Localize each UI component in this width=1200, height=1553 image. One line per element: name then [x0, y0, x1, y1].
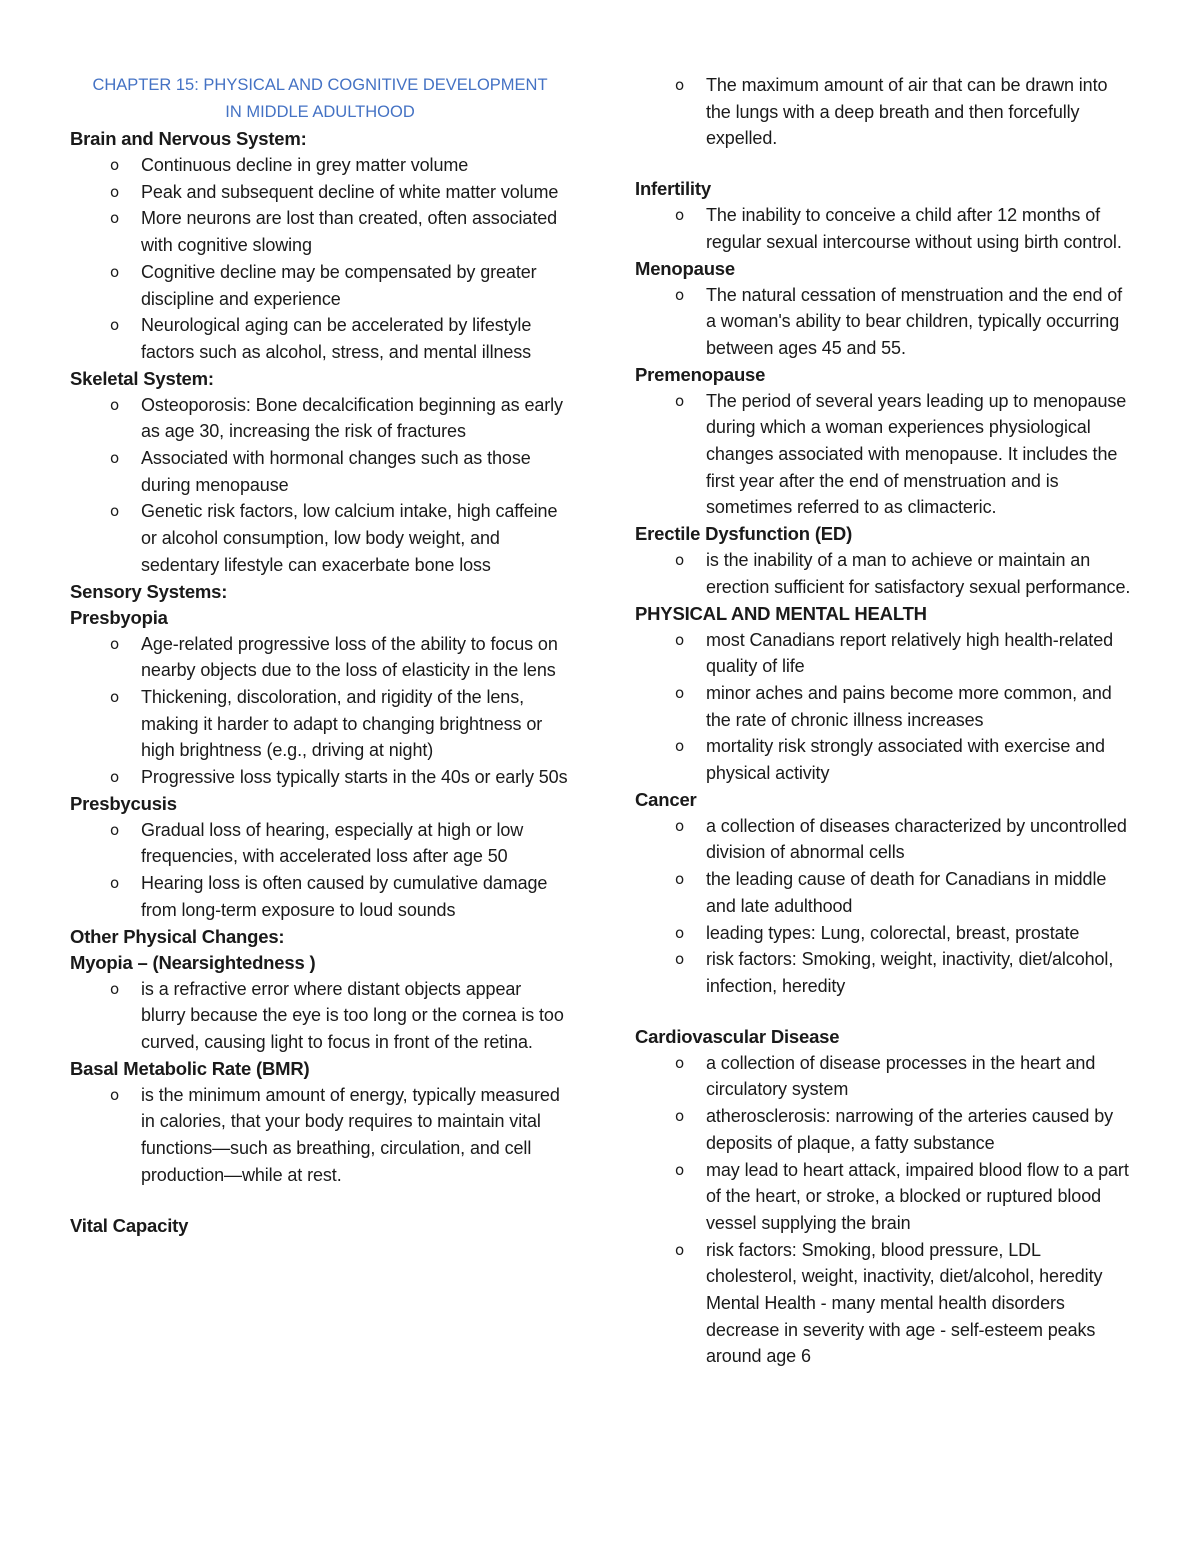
- chapter-title: [70, 72, 570, 126]
- bullet-marker-icon: o: [675, 206, 685, 225]
- section-heading: Myopia – (Nearsightedness ): [70, 951, 316, 973]
- section-heading: PHYSICAL AND MENTAL HEALTH: [635, 602, 927, 624]
- bullet-text: The maximum amount of air that can be drawn into the lungs with a deep breath and then forcefully expelled.: [706, 75, 1108, 149]
- bullet-marker-icon: o: [675, 1160, 685, 1179]
- section-brain-and-nervous-system: [70, 126, 570, 366]
- section-heading: Erectile Dysfunction (ED): [635, 523, 853, 545]
- bullet-item: [635, 1237, 1135, 1371]
- section-heading: Other Physical Changes:: [70, 925, 285, 947]
- section-basal-metabolic-rate-bmr: [70, 1056, 570, 1189]
- bullet-marker-icon: o: [110, 182, 120, 201]
- bullet-item: [70, 179, 570, 206]
- bullet-text: The inability to conceive a child after 12 months of regular sexual intercourse without using birth control.: [706, 205, 1122, 252]
- section-heading: Cardiovascular Disease: [635, 1025, 840, 1047]
- bullet-marker-icon: o: [675, 870, 685, 889]
- bullet-marker-icon: o: [675, 816, 685, 835]
- bullet-marker-icon: o: [675, 683, 685, 702]
- bullet-marker-icon: o: [110, 316, 120, 335]
- bullet-marker-icon: o: [675, 1107, 685, 1126]
- bullet-list: [635, 388, 1135, 522]
- bullet-list: [635, 813, 1135, 1000]
- bullet-list: [70, 1082, 570, 1189]
- section-heading: Sensory Systems:: [70, 580, 228, 602]
- section-presbyopia: [70, 605, 570, 791]
- bullet-text: risk factors: Smoking, weight, inactivity, diet/alcohol, infection, heredity: [706, 949, 1114, 996]
- bullet-marker-icon: o: [675, 285, 685, 304]
- bullet-item: [70, 684, 570, 764]
- bullet-marker-icon: o: [675, 950, 685, 969]
- bullet-list: [635, 627, 1135, 787]
- bullet-item: [635, 547, 1135, 600]
- bullet-item: [635, 1103, 1135, 1156]
- bullet-item: [70, 870, 570, 923]
- left-sections: [70, 126, 570, 1239]
- bullet-text: Continuous decline in grey matter volume: [141, 155, 469, 175]
- bullet-text: most Canadians report relatively high health-related quality of life: [706, 629, 1114, 677]
- bullet-text: Hearing loss is often caused by cumulative damage from long-term exposure to loud sounds: [141, 873, 548, 920]
- section-vital-capacity: [70, 1213, 570, 1239]
- section-heading: Presbycusis: [70, 792, 177, 814]
- bullet-item: [70, 498, 570, 578]
- section-other-physical-changes: [70, 924, 570, 950]
- bullet-marker-icon: o: [675, 1053, 685, 1072]
- bullet-item: [635, 920, 1135, 947]
- section-erectile-dysfunction-ed: [635, 521, 1135, 600]
- bullet-text: is the inability of a man to achieve or maintain an erection sufficient for satisfactory sexual performance.: [706, 550, 1131, 597]
- bullet-item: [70, 259, 570, 312]
- bullet-marker-icon: o: [110, 820, 120, 839]
- bullet-text: mortality risk strongly associated with exercise and physical activity: [706, 736, 1105, 784]
- bullet-list: [70, 976, 570, 1056]
- bullet-text: Associated with hormonal changes such as those during menopause: [141, 448, 531, 495]
- chapter-title-line-2: IN MIDDLE ADULTHOOD: [225, 103, 415, 121]
- bullet-text: is the minimum amount of energy, typically measured in calories, that your body requires to maintain vital functions—such as breathing, circulation, and cell production—while at rest.: [141, 1084, 560, 1185]
- bullet-item: [70, 392, 570, 445]
- section-heading: Premenopause: [635, 363, 766, 385]
- bullet-text: Osteoporosis: Bone decalcification beginning as early as age 30, increasing the risk of fractures: [141, 394, 563, 442]
- bullet-text: atherosclerosis: narrowing of the arteries caused by deposits of plaque, a fatty substance: [706, 1106, 1114, 1153]
- bullet-list: [70, 631, 570, 791]
- section-heading: Basal Metabolic Rate (BMR): [70, 1057, 310, 1079]
- bullet-marker-icon: o: [110, 156, 120, 174]
- bullet-text: Peak and subsequent decline of white matter volume: [141, 181, 559, 202]
- bullet-item: [635, 388, 1135, 522]
- bullet-text: Cognitive decline may be compensated by greater discipline and experience: [141, 261, 537, 309]
- bullet-list: [635, 1050, 1135, 1370]
- bullet-marker-icon: o: [110, 1085, 120, 1104]
- bullet-item: [635, 1157, 1135, 1237]
- bullet-marker-icon: o: [110, 262, 120, 281]
- bullet-marker-icon: o: [675, 76, 685, 94]
- bullet-marker-icon: o: [675, 551, 685, 570]
- bullet-marker-icon: o: [110, 979, 120, 998]
- bullet-list: [635, 202, 1135, 255]
- bullet-text: Thickening, discoloration, and rigidity of the lens, making it harder to adapt to changing brightness or high brightness (e.g., driving at night): [141, 686, 543, 761]
- bullet-item: [635, 282, 1135, 362]
- bullet-item: [635, 866, 1135, 919]
- section-heading: Presbyopia: [70, 606, 168, 628]
- bullet-marker-icon: o: [110, 634, 120, 653]
- bullet-text: the leading cause of death for Canadians in middle and late adulthood: [706, 869, 1107, 916]
- bullet-text: is a refractive error where distant objects appear blurry because the eye is too long or the cornea is too curved, causing light to focus in front of the retina.: [141, 978, 564, 1052]
- bullet-marker-icon: o: [110, 768, 120, 787]
- bullet-marker-icon: o: [675, 923, 685, 942]
- bullet-list: [70, 392, 570, 579]
- bullet-text: Genetic risk factors, low calcium intake, high caffeine or alcohol consumption, low body weight, and sedentary lifestyle can exacerbate bone loss: [141, 501, 558, 575]
- bullet-marker-icon: o: [110, 395, 120, 414]
- bullet-item: [635, 813, 1135, 866]
- section-heading: Skeletal System:: [70, 367, 214, 389]
- bullet-marker-icon: o: [110, 687, 120, 706]
- bullet-text: Progressive loss typically starts in the 40s or early 50s: [141, 767, 568, 788]
- bullet-item: [70, 976, 570, 1056]
- section-heading: Vital Capacity: [70, 1214, 189, 1236]
- bullet-item: [635, 202, 1135, 255]
- bullet-item: [70, 1082, 570, 1189]
- bullet-list: [635, 547, 1135, 600]
- section-menopause: [635, 256, 1135, 362]
- bullet-list: [635, 72, 1135, 152]
- section-cardiovascular-disease: [635, 1024, 1135, 1370]
- bullet-item: [70, 205, 570, 258]
- bullet-text: Age-related progressive loss of the ability to focus on nearby objects due to the loss of elasticity in the lens: [141, 633, 558, 681]
- bullet-item: [70, 152, 570, 179]
- section-cancer: [635, 787, 1135, 1000]
- bullet-list: [70, 152, 570, 366]
- section-presbycusis: [70, 791, 570, 924]
- right-column: [635, 72, 1135, 1370]
- bullet-marker-icon: o: [110, 502, 120, 521]
- bullet-marker-icon: o: [675, 391, 685, 410]
- bullet-text: Neurological aging can be accelerated by lifestyle factors such as alcohol, stress, and mental illness: [141, 315, 532, 362]
- section-heading: Menopause: [635, 257, 735, 279]
- right-sections: [635, 72, 1135, 1370]
- section-premenopause: [635, 362, 1135, 522]
- bullet-item: [635, 680, 1135, 733]
- section-sensory-systems: [70, 579, 570, 605]
- bullet-item: [635, 733, 1135, 786]
- bullet-marker-icon: o: [110, 449, 120, 468]
- bullet-list: [70, 817, 570, 924]
- section-heading: Cancer: [635, 788, 697, 810]
- bullet-text: leading types: Lung, colorectal, breast, prostate: [706, 922, 1080, 943]
- bullet-item: [70, 631, 570, 684]
- section-continued: [635, 72, 1135, 152]
- bullet-marker-icon: o: [675, 737, 685, 756]
- bullet-text: More neurons are lost than created, often associated with cognitive slowing: [141, 208, 558, 256]
- section-heading: Infertility: [635, 178, 711, 200]
- chapter-title-line-1: CHAPTER 15: PHYSICAL AND COGNITIVE DEVELOPMENT: [92, 76, 548, 94]
- bullet-item: [635, 72, 1135, 152]
- bullet-marker-icon: o: [675, 1240, 685, 1259]
- bullet-item: [70, 445, 570, 498]
- section-physical-and-mental-health: [635, 601, 1135, 787]
- bullet-text: The natural cessation of menstruation and the end of a woman's ability to bear children, typically occurring between ages 45 and 55.: [706, 284, 1123, 358]
- bullet-list: [635, 282, 1135, 362]
- section-infertility: [635, 176, 1135, 255]
- bullet-text: risk factors: Smoking, blood pressure, LDL cholesterol, weight, inactivity, diet/alcohol, heredity Mental Health - many mental health disorders decrease in severity with age - self-esteem peaks around age 6: [706, 1239, 1103, 1367]
- bullet-item: [70, 817, 570, 870]
- bullet-item: [635, 627, 1135, 680]
- bullet-text: The period of several years leading up to menopause during which a woman experiences physiological changes associated with menopause. It includes the first year after the end of menstruation and is sometimes referred to as climacteric.: [706, 390, 1127, 518]
- section-skeletal-system: [70, 366, 570, 579]
- bullet-text: may lead to heart attack, impaired blood flow to a part of the heart, or stroke, a blocked or ruptured blood vessel supplying the brain: [706, 1159, 1129, 1233]
- bullet-marker-icon: o: [675, 630, 685, 649]
- bullet-item: [635, 1050, 1135, 1103]
- left-column: [70, 72, 570, 1239]
- section-heading: Brain and Nervous System:: [70, 128, 307, 149]
- bullet-text: a collection of disease processes in the heart and circulatory system: [706, 1052, 1096, 1100]
- bullet-text: a collection of diseases characterized by uncontrolled division of abnormal cells: [706, 815, 1127, 863]
- bullet-text: Gradual loss of hearing, especially at high or low frequencies, with accelerated loss after age 50: [141, 819, 524, 867]
- bullet-item: [70, 312, 570, 365]
- section-myopia-nearsightedness: [70, 950, 570, 1056]
- bullet-marker-icon: o: [110, 874, 120, 893]
- bullet-marker-icon: o: [110, 209, 120, 228]
- bullet-text: minor aches and pains become more common, and the rate of chronic illness increases: [706, 682, 1112, 730]
- bullet-item: [635, 946, 1135, 999]
- bullet-item: [70, 764, 570, 791]
